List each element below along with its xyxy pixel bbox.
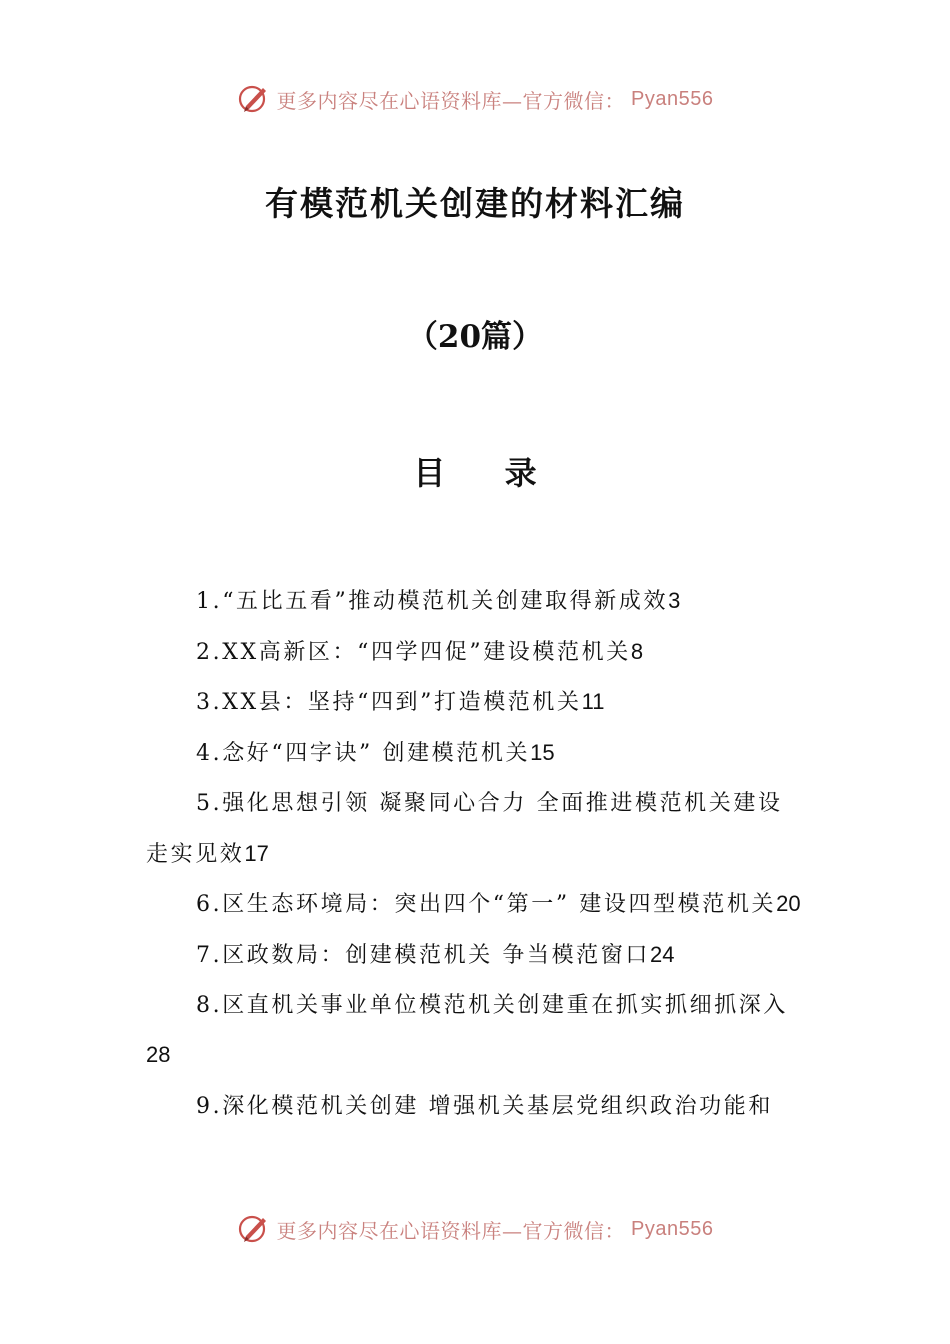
toc-item-title: 2.XX高新区：“四学四促”建设模范机关 — [196, 639, 631, 665]
toc-item[interactable] — [146, 728, 806, 779]
toc-item-page: 11 — [581, 689, 605, 715]
toc-item-title: 6.区生态环境局：突出四个“第一” 建设四型模范机关 — [196, 892, 777, 918]
document-subtitle: （20篇） — [406, 319, 544, 355]
toc-item-page: 24 — [650, 941, 675, 967]
toc-item[interactable] — [146, 879, 806, 930]
toc-item-page: 20 — [776, 891, 801, 917]
toc-item[interactable] — [146, 930, 806, 981]
pen-logo-icon — [237, 82, 271, 116]
toc-item-title: 5.强化思想引领 凝聚同心合力 全面推进模范机关建设走实见效 — [146, 790, 783, 867]
toc-item[interactable] — [146, 627, 806, 678]
watermark-wechat-id: Pyan556 — [631, 1217, 714, 1240]
toc-item-title: 1.“五比五看”推动模范机关创建取得新成效 — [196, 589, 669, 614]
toc-item[interactable] — [146, 779, 806, 879]
document-title: 有模范机关创建的材料汇编 — [265, 184, 685, 223]
watermark-text: 更多内容尽在心语资料库—官方微信： — [276, 88, 626, 113]
toc-item-page: 15 — [530, 740, 555, 766]
toc-item-title: 3.XX县：坚持“四到”打造模范机关 — [196, 690, 582, 716]
footer-watermark — [0, 1212, 950, 1246]
table-of-contents — [146, 576, 806, 1132]
toc-item-page: 17 — [244, 840, 269, 866]
toc-item[interactable] — [146, 1081, 806, 1132]
toc-item-title: 7.区政数局：创建模范机关 争当模范窗口 — [196, 942, 650, 968]
watermark-wechat-id: Pyan556 — [631, 87, 714, 110]
toc-item-title: 4.念好“四字诀” 创建模范机关 — [196, 741, 531, 767]
toc-item-page: 3 — [668, 588, 681, 613]
pen-logo-icon — [237, 1212, 271, 1246]
watermark-text: 更多内容尽在心语资料库—官方微信： — [276, 1218, 626, 1243]
toc-item-title: 9.深化模范机关创建 增强机关基层党组织政治功能和 — [196, 1094, 773, 1120]
toc-item-page: 8 — [630, 638, 644, 664]
header-watermark — [0, 82, 950, 116]
toc-item-title: 8.区直机关事业单位模范机关创建重在抓实抓细抓深入 — [196, 992, 788, 1018]
toc-item[interactable] — [146, 677, 806, 728]
toc-item[interactable] — [146, 576, 806, 627]
toc-item-page: 28 — [146, 1042, 171, 1068]
toc-heading: 目 录 — [413, 454, 561, 492]
toc-item[interactable] — [146, 981, 806, 1081]
